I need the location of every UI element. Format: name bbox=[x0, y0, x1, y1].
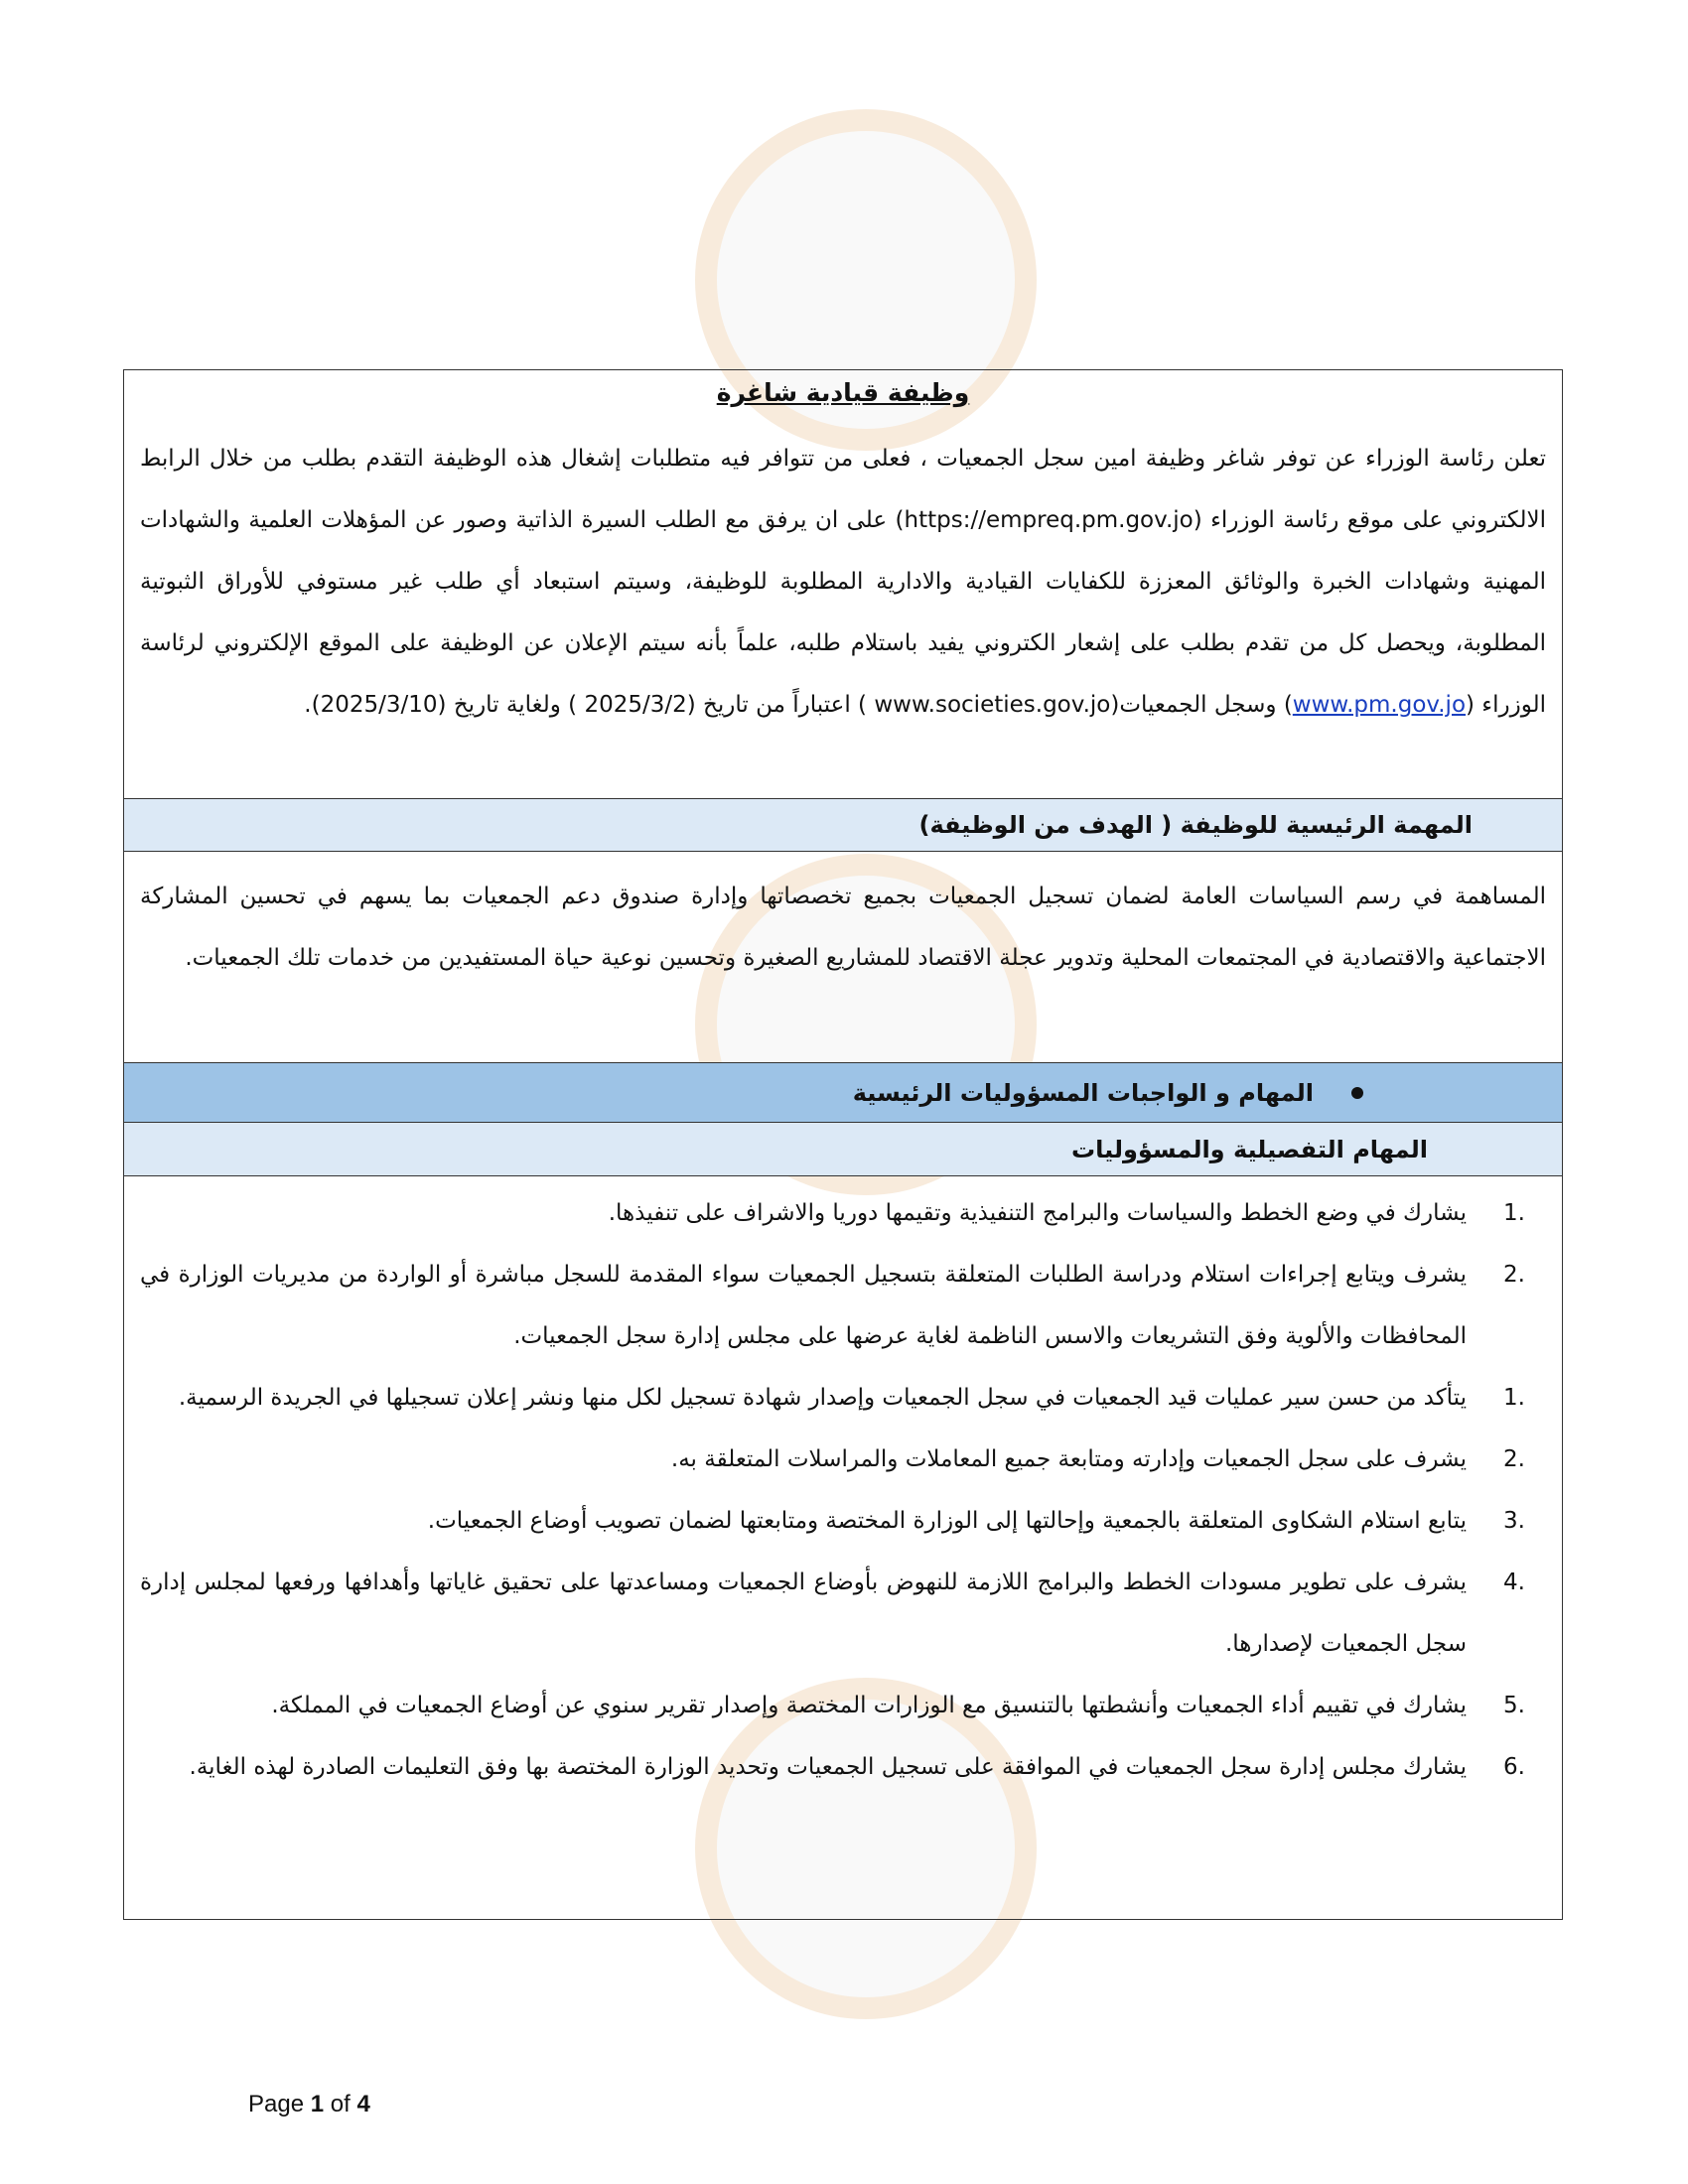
item-number: 1. bbox=[1503, 1385, 1525, 1411]
item-text: يشارك في وضع الخطط والسياسات والبرامج التنفيذية وتقيمها دوريا والاشراف على تنفيذها. bbox=[608, 1200, 1467, 1226]
list-item bbox=[124, 1429, 1562, 1490]
pm-website-link[interactable]: www.pm.gov.jo bbox=[1292, 692, 1467, 718]
list-item bbox=[124, 1490, 1562, 1552]
duties-heading-text: المهام و الواجبات المسؤوليات الرئيسية bbox=[852, 1078, 1314, 1107]
list-item bbox=[124, 1244, 1562, 1367]
list-item bbox=[124, 1367, 1562, 1429]
item-number: 2. bbox=[1503, 1446, 1525, 1472]
list-item bbox=[124, 1736, 1562, 1798]
item-number: 6. bbox=[1503, 1754, 1525, 1780]
item-text: يشرف على تطوير مسودات الخطط والبرامج اللازمة للنهوض بأوضاع الجمعيات ومساعدتها على تحقيق غاياتها وأهدافها ورفعها لمجلس إدارة سجل الجمعيات لإصدارها. bbox=[140, 1570, 1467, 1657]
item-number: 5. bbox=[1503, 1693, 1525, 1718]
detailed-duties-heading: المهام التفصيلية والمسؤوليات bbox=[124, 1123, 1562, 1176]
item-text: يشرف ويتابع إجراءات استلام ودراسة الطلبات المتعلقة بتسجيل الجمعيات سواء المقدمة للسجل مباشرة أو الواردة من مديريات الوزارة في المحافظات والألوية وفق التشريعات والاسس الناظمة لغاية عرضها على مجلس إدارة سجل الجمعيات. bbox=[140, 1262, 1467, 1349]
duties-heading bbox=[124, 1063, 1562, 1123]
item-text: يشارك في تقييم أداء الجمعيات وأنشطتها بالتنسيق مع الوزارات المختصة وإصدار تقرير سنوي عن أوضاع الجمعيات في المملكة. bbox=[271, 1693, 1467, 1718]
item-text: يشرف على سجل الجمعيات وإدارته ومتابعة جميع المعاملات والمراسلات المتعلقة به. bbox=[670, 1446, 1467, 1472]
intro-text-end: ) وسجل الجمعيات(www.societies.gov.jo ) اعتباراً من تاريخ (2025/3/2 ) ولغاية تاريخ (2025/3/10). bbox=[304, 692, 1293, 718]
item-number: 4. bbox=[1503, 1570, 1525, 1595]
duties-list bbox=[124, 1176, 1562, 1798]
page-label: Page bbox=[248, 2091, 305, 2117]
intro-text: تعلن رئاسة الوزراء عن توفر شاغر وظيفة امين سجل الجمعيات ، فعلى من تتوافر فيه متطلبات إشغال هذه الوظيفة التقدم بطلب من خلال الرابط الالكتروني على موقع رئاسة الوزراء (https://empreq.pm.gov.jo) على ان يرفق مع الطلب السيرة الذاتية وصور عن المؤهلات العلمية والشهادات المهنية وشهادات الخبرة والوثائق المعززة للكفايات القيادية والادارية المطلوبة للوظيفة، وسيتم استبعاد أي طلب غير مستوفي للأوراق الثبوتية المطلوبة، ويحصل كل من تقدم بطلب على إشعار الكتروني يفيد باستلام طلبه، علماً بأنه سيتم الإعلان عن الوظيفة على الموقع الإلكتروني لرئاسة الوزراء ( bbox=[140, 446, 1546, 718]
of-label: of bbox=[330, 2091, 351, 2117]
current-page: 1 bbox=[310, 2091, 325, 2117]
list-item bbox=[124, 1675, 1562, 1736]
intro-paragraph bbox=[124, 428, 1562, 736]
item-text: يشارك مجلس إدارة سجل الجمعيات في الموافقة على تسجيل الجمعيات وتحديد الوزارة المختصة بها وفق التعليمات الصادرة لهذه الغاية. bbox=[189, 1754, 1467, 1780]
item-text: يتابع استلام الشكاوى المتعلقة بالجمعية وإحالتها إلى الوزارة المختصة ومتابعتها لضمان تصويب أوضاع الجمعيات. bbox=[427, 1508, 1467, 1534]
bullet-icon bbox=[1351, 1087, 1363, 1099]
item-number: 2. bbox=[1503, 1262, 1525, 1288]
main-task-text: المساهمة في رسم السياسات العامة لضمان تسجيل الجمعيات بجميع تخصصاتها وإدارة صندوق دعم الجمعيات بما يسهم في تحسين المشاركة الاجتماعية والاقتصادية في المجتمعات المحلية وتدوير عجلة الاقتصاد للمشاريع الصغيرة وتحسين نوعية حياة المستفيدين من خدمات تلك الجمعيات. bbox=[140, 884, 1546, 971]
main-task-section bbox=[124, 852, 1562, 1063]
main-task-heading: المهمة الرئيسية للوظيفة ( الهدف من الوظيفة) bbox=[124, 799, 1562, 852]
total-pages: 4 bbox=[356, 2091, 370, 2117]
list-item bbox=[124, 1182, 1562, 1244]
intro-section bbox=[124, 370, 1562, 799]
job-announcement-table bbox=[123, 369, 1563, 1920]
item-text: يتأكد من حسن سير عمليات قيد الجمعيات في سجل الجمعيات وإصدار شهادة تسجيل لكل منها ونشر إعلان تسجيلها في الجريدة الرسمية. bbox=[178, 1385, 1467, 1411]
item-number: 1. bbox=[1503, 1200, 1525, 1226]
page-title: وظيفة قيادية شاغرة bbox=[716, 378, 970, 407]
list-item bbox=[124, 1552, 1562, 1675]
page-number bbox=[248, 2091, 370, 2118]
item-number: 3. bbox=[1503, 1508, 1525, 1534]
